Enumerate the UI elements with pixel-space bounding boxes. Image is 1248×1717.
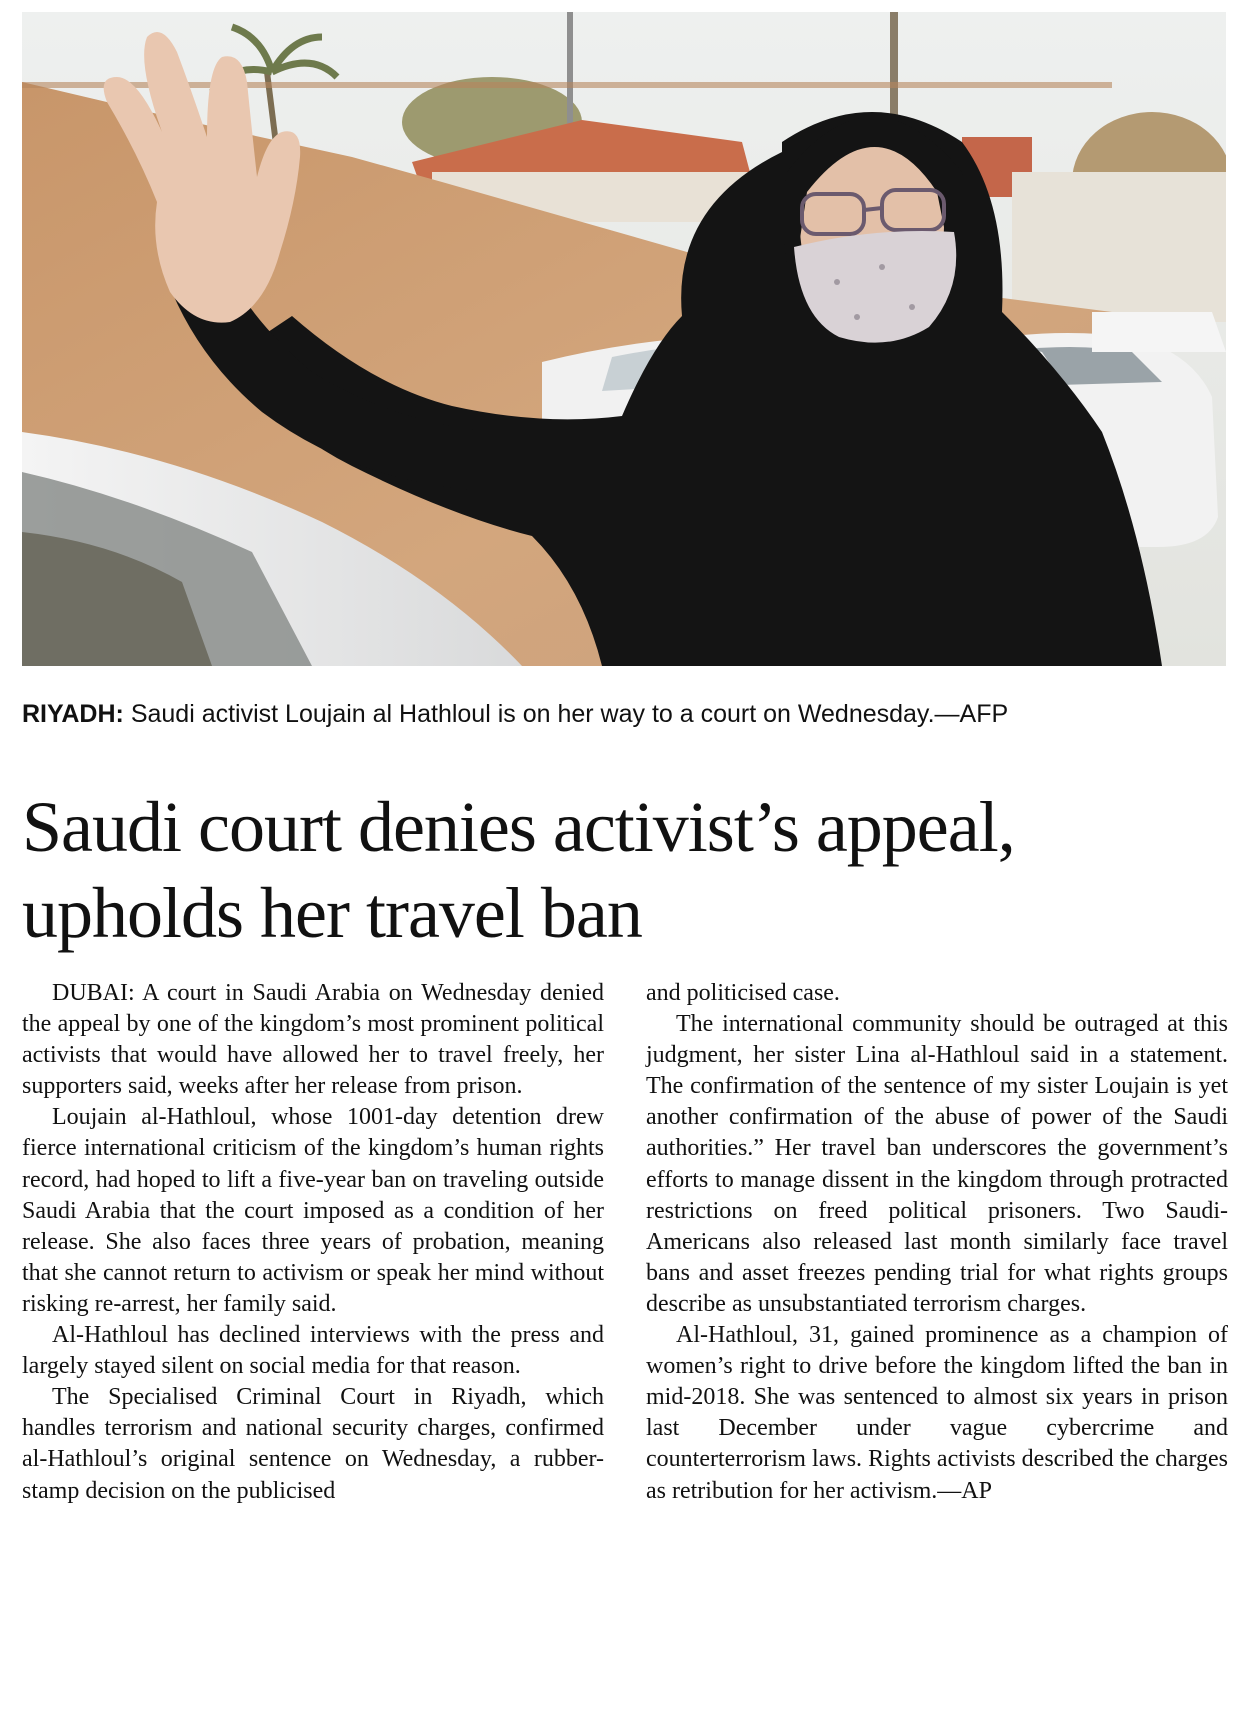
paragraph: The international community should be outraged at this judgment, her sister Lina al-Hathloul said in a statement. The confirmation of the sentence of my sister Loujain is yet another confirmation of the abuse of power of the Saudi authorities.” Her travel ban underscores the government’s efforts to manage dissent in the kingdom through protracted restrictions on freed political prisoners. Two Saudi-Americans also released last month similarly face travel bans and asset freezes pending trial for what rights groups describe as unsubstantiated terrorism charges. bbox=[646, 1011, 1228, 1317]
headline-line-1: Saudi court denies activist’s appeal, bbox=[22, 787, 1015, 867]
news-photo bbox=[22, 12, 1226, 666]
caption-text: Saudi activist Loujain al Hathloul is on her way to a court on Wednesday.—AFP bbox=[123, 700, 1009, 728]
paragraph: Al-Hathloul has declined interviews with the press and largely stayed silent on social media for that reason. bbox=[22, 1322, 604, 1380]
headline-line-2: upholds her travel ban bbox=[22, 873, 642, 953]
article-headline bbox=[22, 784, 1226, 956]
paragraph: DUBAI: A court in Saudi Arabia on Wednesday denied the appeal by one of the kingdom’s most prominent political activists that would have allowed her to travel freely, her supporters said, weeks after her release from prison. bbox=[22, 980, 604, 1100]
article-column-left bbox=[22, 978, 604, 1507]
paragraph: The Specialised Criminal Court in Riyadh, which handles terrorism and national security charges, confirmed al-Hathloul’s original sentence on Wednesday, a rubber-stamp decision on the publicised bbox=[22, 1384, 604, 1504]
paragraph: Al-Hathloul, 31, gained prominence as a champion of women’s right to drive before the kingdom lifted the ban in mid-2018. She was sentenced to almost six years in prison last December under vague cybercrime and counterterrorism laws. Rights activists described the charges as retribution for her activism.—AP bbox=[646, 1322, 1228, 1504]
article-column-right bbox=[646, 978, 1228, 1507]
photo-caption bbox=[22, 698, 1226, 730]
paragraph: Loujain al-Hathloul, whose 1001-day detention drew fierce international criticism of the kingdom’s human rights record, had hoped to lift a five-year ban on traveling outside Saudi Arabia that the court imposed as a condition of her release. She also faces three years of probation, meaning that she cannot return to activism or speak her mind without risking re-arrest, her family said. bbox=[22, 1104, 604, 1317]
caption-dateline: RIYADH: bbox=[22, 700, 124, 728]
paragraph: and politicised case. bbox=[646, 980, 840, 1006]
